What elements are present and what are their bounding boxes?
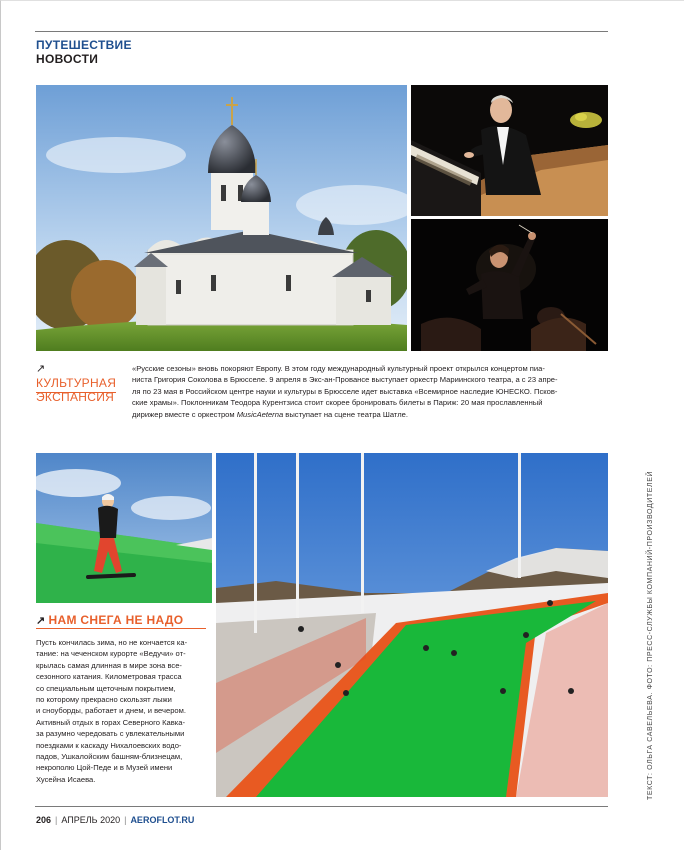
snow-body-line: Активный отдых в горах Северного Кавка- <box>36 717 186 727</box>
culture-headline-rule <box>36 392 116 393</box>
arrow-northeast-icon: ↗ <box>36 615 46 627</box>
snow-body-line: крылась самая длинная в мире зона все- <box>36 660 182 670</box>
culture-headline <box>36 362 128 404</box>
page-number: 206 <box>36 815 52 825</box>
snow-headline-rule <box>36 628 206 629</box>
culture-body-line: ля по 23 мая в Российском центре науки и культуры в Брюсселе идет выставка «Всемирное наследие ЮНЕСКО. Псков- <box>132 386 558 396</box>
snow-body-line: по которому прекрасно скользят лыжи <box>36 695 172 705</box>
culture-body-line: ниста Григория Соколова в Брюсселе. 9 апреля в Экс-ан-Провансе выступает оркестр Мариинского театра, а с 23 апре- <box>132 375 558 385</box>
footer-separator: | <box>124 815 127 825</box>
snow-body-line: падов, Ушкалойским башням-близнецам, <box>36 752 183 762</box>
church-photo <box>36 85 407 351</box>
arrow-northeast-icon: ↗ <box>36 363 46 375</box>
culture-headline-line1: КУЛЬТУРНАЯ <box>36 376 117 390</box>
snow-headline <box>36 613 206 628</box>
culture-headline-line2: ЭКСПАНСИЯ <box>36 390 115 404</box>
culture-body <box>132 363 606 420</box>
snow-body-line: сезонного катания. Километровая трасса <box>36 672 182 682</box>
snow-body-line: Пусть кончилась зима, но не кончается ка- <box>36 638 188 647</box>
culture-body-line: «Русские сезоны» вновь покоряют Европу. В этом году международный культурный проект открылся концертом пиа- <box>132 364 545 373</box>
conductor-photo <box>411 219 608 351</box>
culture-body-line: ские храмы». Поклонникам Теодора Курентзиса стоит скорее бронировать билеты в Париж: 20 мая прославленный <box>132 398 543 408</box>
snow-body-line: со специальным щеточным покрытием, <box>36 683 176 693</box>
snow-body-line: Хусейна Исаева. <box>36 774 96 784</box>
top-rule <box>35 31 608 32</box>
section-kicker: ПУТЕШЕСТВИЕ <box>36 38 132 52</box>
snow-body-line: тание: на чеченском курорте «Ведучи» от- <box>36 649 186 659</box>
snow-body-line: некрополю Цой-Педе и в Музей имени <box>36 763 173 773</box>
footer <box>36 815 194 825</box>
pianist-photo <box>411 85 608 216</box>
issue-date: АПРЕЛЬ 2020 <box>61 815 121 825</box>
orchestra-name: MusicAeterna <box>236 409 284 419</box>
section-title <box>36 38 132 66</box>
section-name: НОВОСТИ <box>36 52 99 66</box>
footer-rule <box>35 806 608 807</box>
snow-body-line: и сноуборды, работает и днем, и вечером. <box>36 706 186 716</box>
site-link[interactable]: AEROFLOT.RU <box>130 815 195 825</box>
culture-body-last-line: дирижер вместе с оркестром MusicAeterna выступает на сцене театра Шатле. <box>132 409 408 419</box>
ski-slope-photo <box>216 453 608 797</box>
snow-body-line: за разумно чередовать с увлекательными <box>36 729 185 739</box>
snow-body-line: поездками к каскаду Нихалоевских водо- <box>36 740 182 750</box>
photo-credit: ТЕКСТ: ОЛЬГА САВЕЛЬЕВА. ФОТО: ПРЕСС-СЛУЖБЫ КОМПАНИЙ-ПРОИЗВОДИТЕЛЕЙ <box>647 470 654 800</box>
snow-body <box>36 637 216 785</box>
footer-separator: | <box>55 815 58 825</box>
snowboarder-photo <box>36 453 212 603</box>
snow-headline-text: НАМ СНЕГА НЕ НАДО <box>48 613 184 627</box>
